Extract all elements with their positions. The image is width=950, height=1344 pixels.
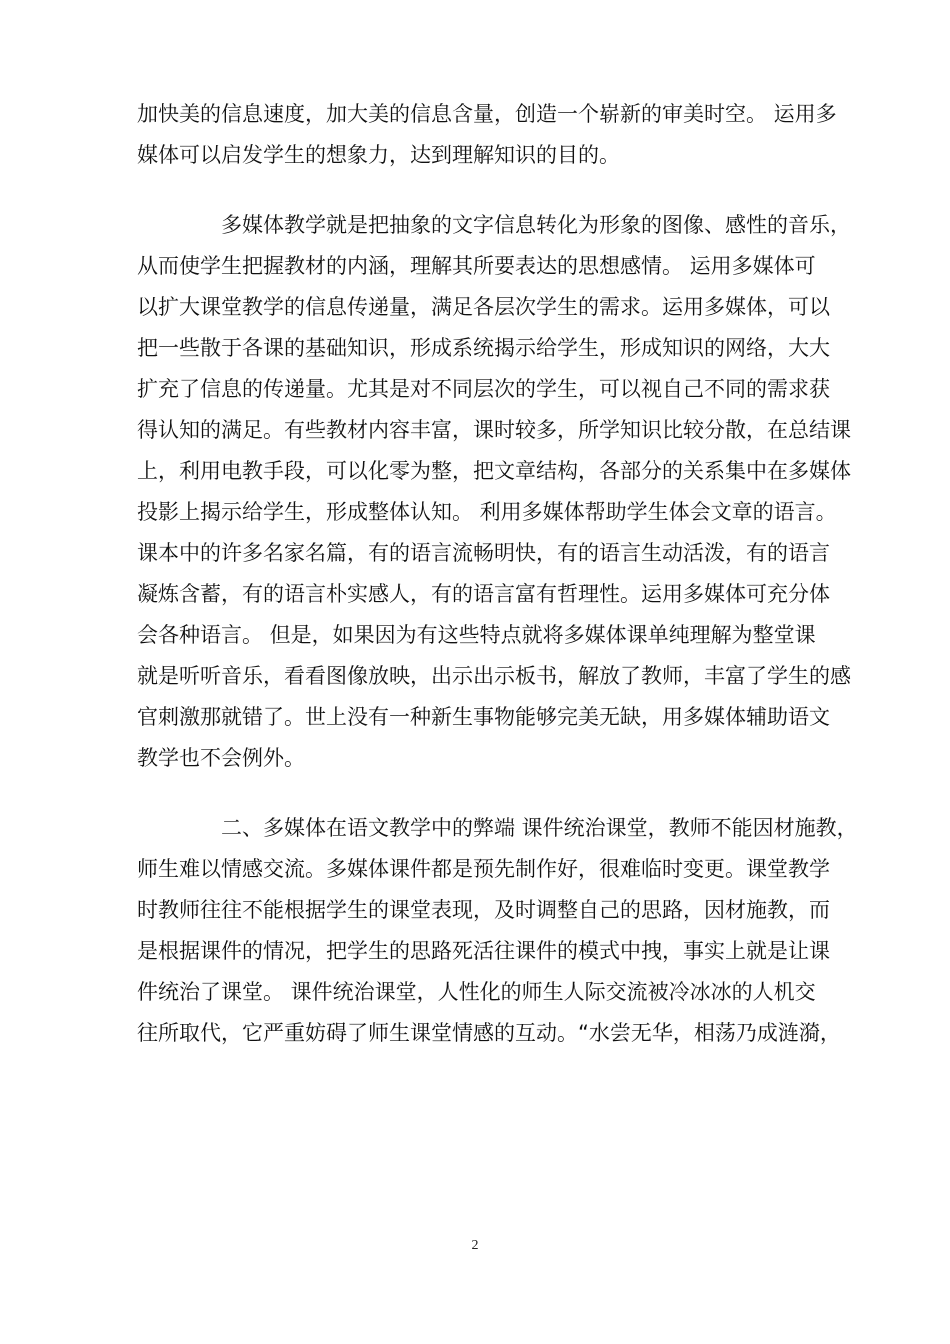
text-line: 多媒体教学就是把抽象的文字信息转化为形象的图像、感性的音乐， [221,213,851,237]
paragraph [137,808,861,1054]
text-line: 二、多媒体在语文教学中的弊端 课件统治课堂，教师不能因材施教， [221,816,858,840]
text-line: 以扩大课堂教学的信息传递量，满足各层次学生的需求。运用多媒体，可以 [137,295,830,319]
text-line: 加快美的信息速度，加大美的信息含量，创造一个崭新的审美时空。 运用多 [137,102,837,126]
body-text [137,94,861,1054]
text-line: 从而使学生把握教材的内涵，理解其所要表达的思想感情。 运用多媒体可 [137,254,816,278]
text-line: 就是听听音乐，看看图像放映，出示出示板书，解放了教师，丰富了学生的感 [137,664,851,688]
paragraph [137,94,861,176]
text-line: 凝炼含蓄，有的语言朴实感人，有的语言富有哲理性。运用多媒体可充分体 [137,582,830,606]
text-line: 时教师往往不能根据学生的课堂表现，及时调整自己的思路，因材施教，而 [137,898,830,922]
text-line: 是根据课件的情况，把学生的思路死活往课件的模式中拽，事实上就是让课 [137,939,830,963]
text-line: 媒体可以启发学生的想象力，达到理解知识的目的。 [137,143,620,167]
text-line: 把一些散于各课的基础知识，形成系统揭示给学生，形成知识的网络，大大 [137,336,830,360]
text-line: 师生难以情感交流。多媒体课件都是预先制作好，很难临时变更。课堂教学 [137,857,830,881]
text-line: 教学也不会例外。 [137,746,305,770]
text-line: 上，利用电教手段，可以化零为整，把文章结构，各部分的关系集中在多媒体 [137,459,851,483]
text-line: 往所取代，它严重妨碍了师生课堂情感的互动。“水尝无华，相荡乃成涟漪， [137,1021,841,1045]
text-line: 会各种语言。 但是，如果因为有这些特点就将多媒体课单纯理解为整堂课 [137,623,816,647]
paragraph-gap [137,779,861,808]
paragraph [137,205,861,779]
text-line: 官刺激那就错了。世上没有一种新生事物能够完美无缺，用多媒体辅助语文 [137,705,830,729]
paragraph-gap [137,176,861,205]
text-line: 扩充了信息的传递量。尤其是对不同层次的学生，可以视自己不同的需求获 [137,377,830,401]
text-line: 得认知的满足。有些教材内容丰富，课时较多，所学知识比较分散，在总结课 [137,418,851,442]
page-number: 2 [471,1238,479,1253]
text-line: 投影上揭示给学生，形成整体认知。 利用多媒体帮助学生体会文章的语言。 [137,500,837,524]
text-line: 件统治了课堂。 课件统治课堂，人性化的师生人际交流被冷冰冰的人机交 [137,980,816,1004]
text-line: 课本中的许多名家名篇，有的语言流畅明快，有的语言生动活泼，有的语言 [137,541,830,565]
